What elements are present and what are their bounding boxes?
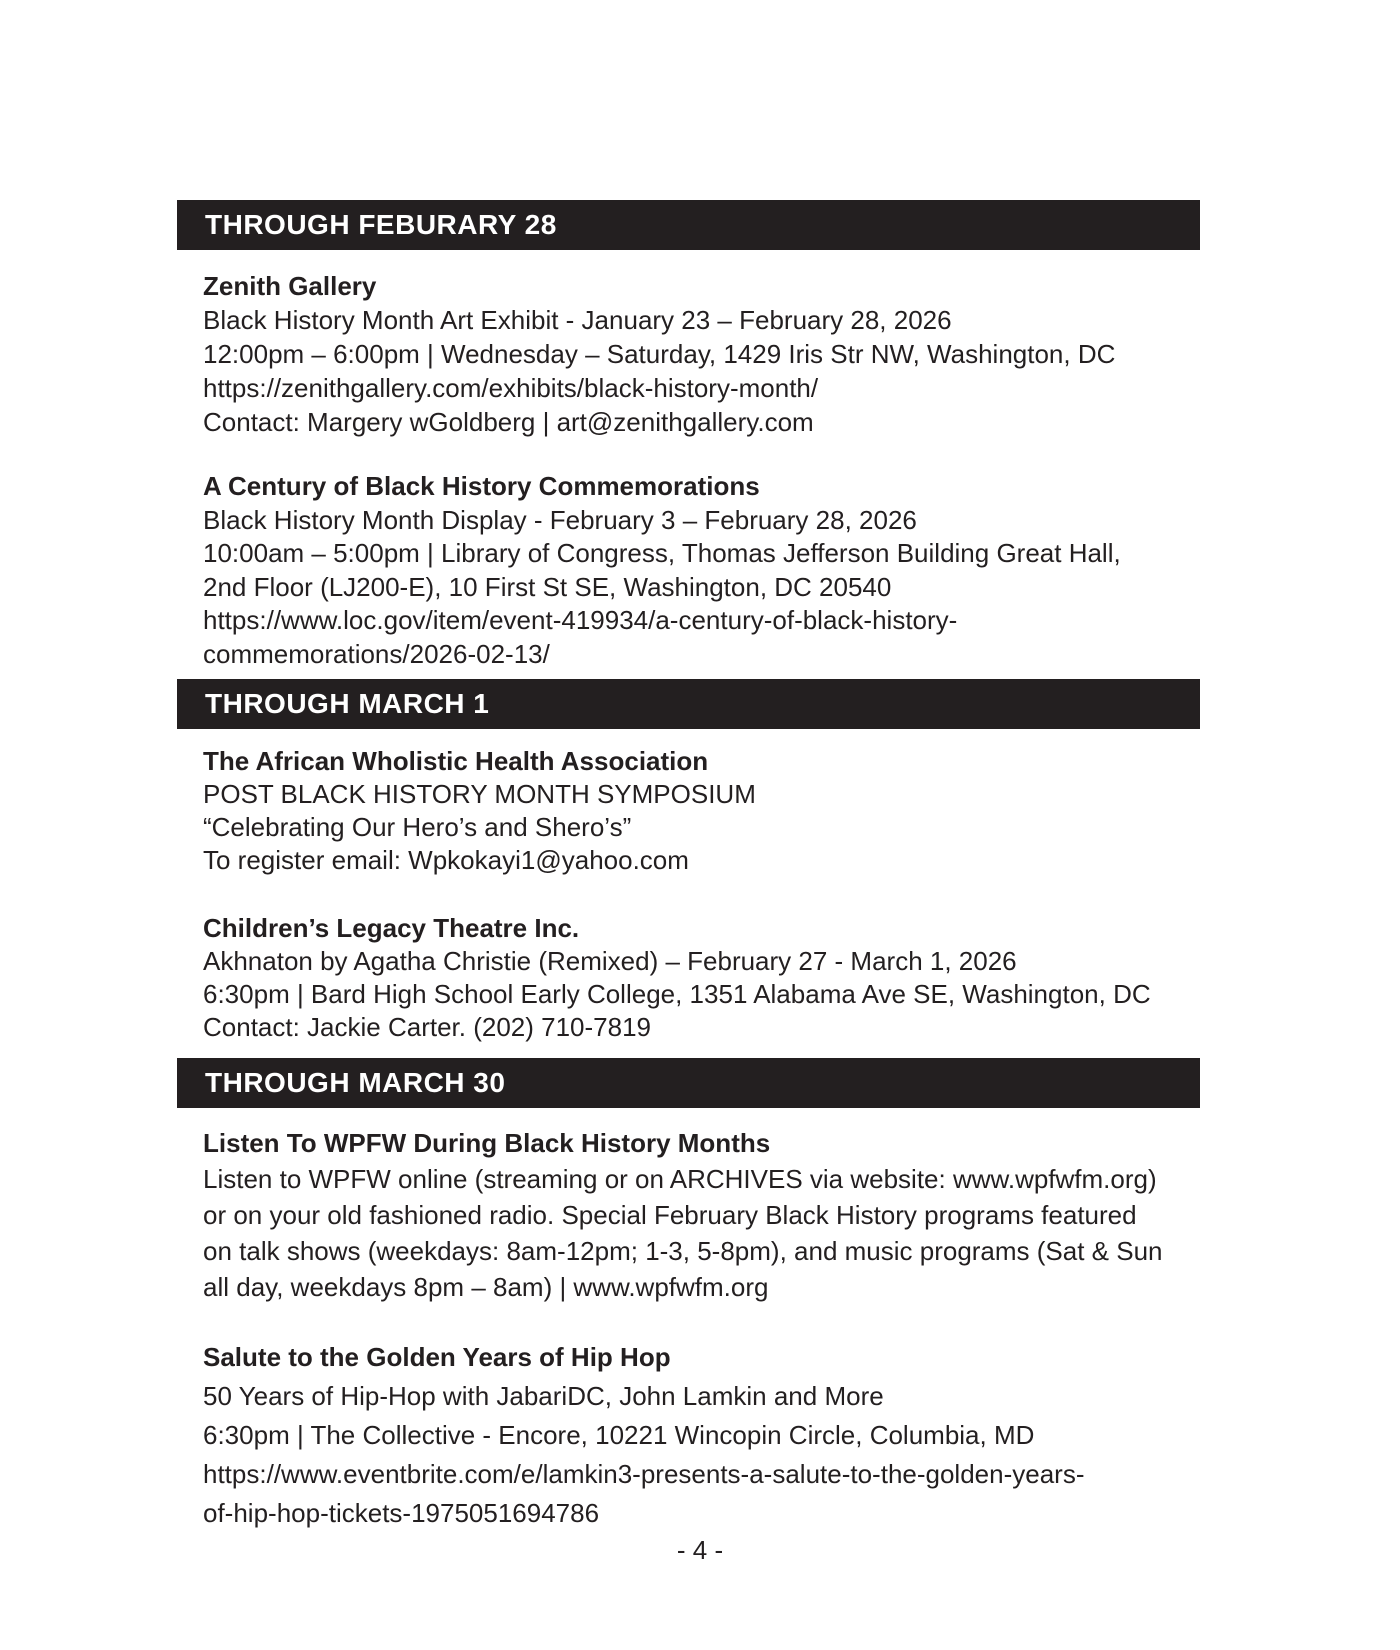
- event-url: https://zenithgallery.com/exhibits/black-history-month/: [203, 373, 819, 403]
- event-line: all day, weekdays 8pm – 8am) | www.wpfwfm.org: [203, 1272, 769, 1302]
- event-listing: [203, 912, 1303, 1044]
- section-header-bar: [177, 679, 1200, 729]
- section-header-label: THROUGH MARCH 1: [205, 688, 490, 719]
- event-title: Salute to the Golden Years of Hip Hop: [203, 1342, 671, 1372]
- event-title: Children’s Legacy Theatre Inc.: [203, 913, 580, 943]
- section-header-label: THROUGH MARCH 30: [205, 1067, 506, 1098]
- event-contact: Contact: Jackie Carter. (202) 710-7819: [203, 1012, 652, 1042]
- section-header-label: THROUGH FEBURARY 28: [205, 209, 557, 240]
- event-line: on talk shows (weekdays: 8am-12pm; 1-3, 5-8pm), and music programs (Sat & Sun: [203, 1236, 1163, 1266]
- section-header-bar: [177, 1058, 1200, 1108]
- event-title: Zenith Gallery: [203, 271, 377, 301]
- event-listing: [203, 470, 1303, 671]
- event-listing: [203, 269, 1303, 439]
- event-url: https://www.eventbrite.com/e/lamkin3-presents-a-salute-to-the-golden-years-: [203, 1459, 1085, 1489]
- event-title: Listen To WPFW During Black History Months: [203, 1128, 771, 1158]
- event-line: Listen to WPFW online (streaming or on ARCHIVES via website: www.wpfwfm.org): [203, 1164, 1157, 1194]
- event-line: or on your old fashioned radio. Special February Black History programs featured: [203, 1200, 1137, 1230]
- event-line: 50 Years of Hip-Hop with JabariDC, John Lamkin and More: [203, 1381, 884, 1411]
- event-contact: To register email: Wpkokayi1@yahoo.com: [203, 845, 689, 875]
- event-line: Black History Month Art Exhibit - January 23 – February 28, 2026: [203, 305, 952, 335]
- event-url: commemorations/2026-02-13/: [203, 638, 550, 669]
- event-line: 12:00pm – 6:00pm | Wednesday – Saturday, 1429 Iris Str NW, Washington, DC: [203, 339, 1116, 369]
- event-url: of-hip-hop-tickets-1975051694786: [203, 1498, 600, 1528]
- page-number: - 4 -: [676, 1535, 724, 1565]
- event-line: “Celebrating Our Hero’s and Shero’s”: [203, 812, 632, 842]
- event-listing: [203, 1338, 1303, 1533]
- event-line: POST BLACK HISTORY MONTH SYMPOSIUM: [203, 779, 756, 809]
- event-line: Black History Month Display - February 3 – February 28, 2026: [203, 504, 917, 535]
- event-line: 6:30pm | The Collective - Encore, 10221 Wincopin Circle, Columbia, MD: [203, 1420, 1035, 1450]
- event-title: A Century of Black History Commemorations: [203, 471, 760, 501]
- event-line: 2nd Floor (LJ200-E), 10 First St SE, Washington, DC 20540: [203, 571, 892, 602]
- event-listing: [203, 745, 1303, 877]
- event-title: The African Wholistic Health Association: [203, 746, 709, 776]
- event-line: 6:30pm | Bard High School Early College, 1351 Alabama Ave SE, Washington, DC: [203, 979, 1151, 1009]
- event-line: 10:00am – 5:00pm | Library of Congress, Thomas Jefferson Building Great Hall,: [203, 538, 1121, 568]
- section-header-bar: [177, 200, 1200, 250]
- event-url: https://www.loc.gov/item/event-419934/a-century-of-black-history-: [203, 605, 958, 635]
- event-contact: Contact: Margery wGoldberg | art@zenithgallery.com: [203, 407, 814, 437]
- event-listing: [203, 1125, 1303, 1305]
- event-line: Akhnaton by Agatha Christie (Remixed) – February 27 - March 1, 2026: [203, 946, 1017, 976]
